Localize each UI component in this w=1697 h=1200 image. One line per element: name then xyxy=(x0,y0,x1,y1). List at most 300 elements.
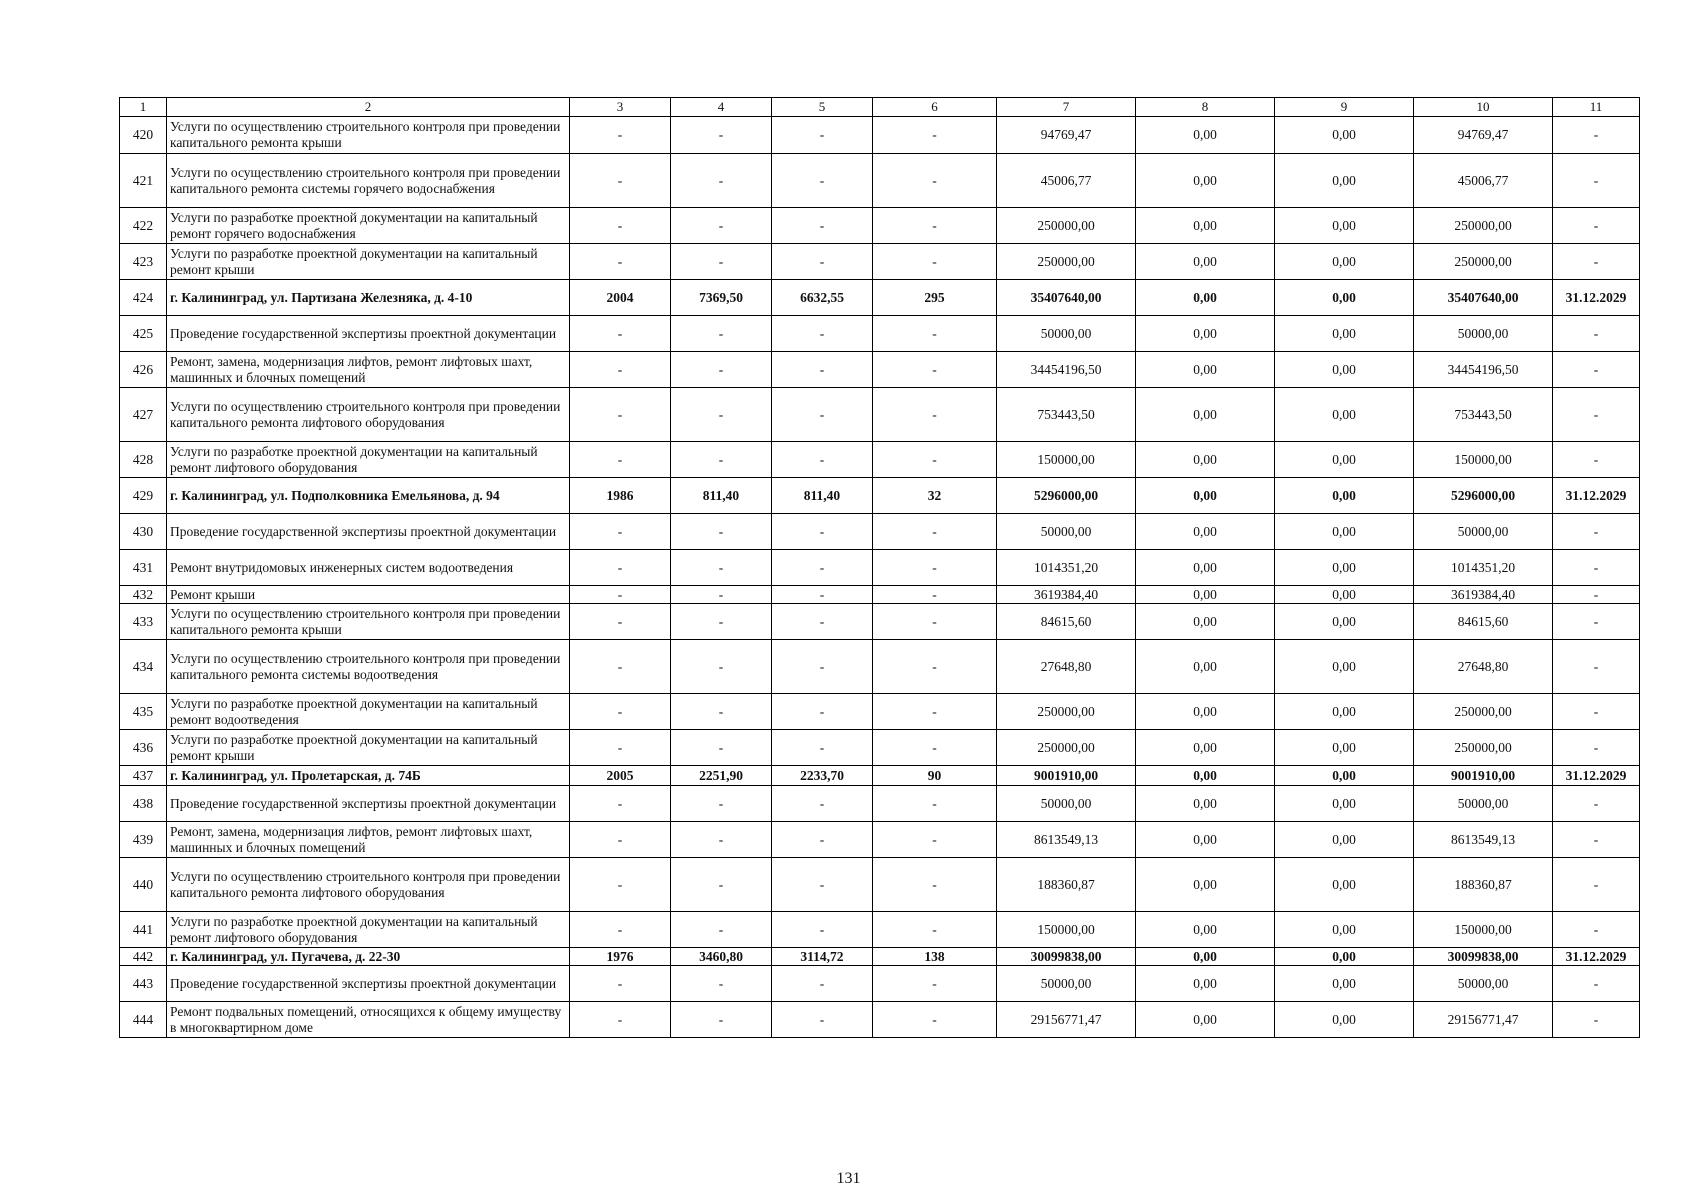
row-number: 424 xyxy=(120,280,167,316)
total-area-cell: - xyxy=(671,550,772,586)
completion-date-cell: - xyxy=(1553,586,1640,604)
other-cost-cell: 0,00 xyxy=(1275,244,1414,280)
row-description: Ремонт, замена, модернизация лифтов, ремонт лифтовых шахт, машинных и блочных помещений xyxy=(167,822,570,858)
work-item-row xyxy=(120,858,1640,912)
column-number: 10 xyxy=(1414,98,1553,117)
owner-cost-cell: 150000,00 xyxy=(1414,442,1553,478)
completion-date-cell: - xyxy=(1553,316,1640,352)
other-cost-cell: 0,00 xyxy=(1275,694,1414,730)
fund-cost-cell: 0,00 xyxy=(1136,280,1275,316)
year-built-cell: - xyxy=(570,786,671,822)
total-area-cell: - xyxy=(671,822,772,858)
completion-date-cell: - xyxy=(1553,1002,1640,1038)
owner-cost-cell: 50000,00 xyxy=(1414,966,1553,1002)
living-area-cell: - xyxy=(772,586,873,604)
year-built-cell: - xyxy=(570,117,671,154)
total-area-cell: - xyxy=(671,640,772,694)
work-item-row xyxy=(120,586,1640,604)
living-area-cell: 2233,70 xyxy=(772,766,873,786)
residents-cell: - xyxy=(873,730,997,766)
total-cost-cell: 50000,00 xyxy=(997,966,1136,1002)
other-cost-cell: 0,00 xyxy=(1275,478,1414,514)
row-number: 444 xyxy=(120,1002,167,1038)
fund-cost-cell: 0,00 xyxy=(1136,948,1275,966)
year-built-cell: - xyxy=(570,730,671,766)
fund-cost-cell: 0,00 xyxy=(1136,550,1275,586)
owner-cost-cell: 150000,00 xyxy=(1414,912,1553,948)
row-description: Услуги по осуществлению строительного контроля при проведении капитального ремонта системы водоотведения xyxy=(167,640,570,694)
living-area-cell: - xyxy=(772,1002,873,1038)
residents-cell: - xyxy=(873,514,997,550)
completion-date-cell: - xyxy=(1553,352,1640,388)
owner-cost-cell: 250000,00 xyxy=(1414,208,1553,244)
living-area-cell: - xyxy=(772,966,873,1002)
work-item-row xyxy=(120,208,1640,244)
completion-date-cell: - xyxy=(1553,730,1640,766)
owner-cost-cell: 188360,87 xyxy=(1414,858,1553,912)
row-number: 436 xyxy=(120,730,167,766)
living-area-cell: - xyxy=(772,316,873,352)
total-area-cell: 3460,80 xyxy=(671,948,772,966)
other-cost-cell: 0,00 xyxy=(1275,1002,1414,1038)
total-cost-cell: 30099838,00 xyxy=(997,948,1136,966)
row-number: 429 xyxy=(120,478,167,514)
column-number: 7 xyxy=(997,98,1136,117)
owner-cost-cell: 84615,60 xyxy=(1414,604,1553,640)
total-area-cell: 811,40 xyxy=(671,478,772,514)
total-area-cell: - xyxy=(671,208,772,244)
total-area-cell: - xyxy=(671,352,772,388)
year-built-cell: - xyxy=(570,858,671,912)
row-description: Проведение государственной экспертизы проектной документации xyxy=(167,786,570,822)
total-cost-cell: 3619384,40 xyxy=(997,586,1136,604)
living-area-cell: - xyxy=(772,858,873,912)
residents-cell: - xyxy=(873,586,997,604)
row-description: г. Калининград, ул. Подполковника Емельянова, д. 94 xyxy=(167,478,570,514)
year-built-cell: - xyxy=(570,244,671,280)
completion-date-cell: 31.12.2029 xyxy=(1553,948,1640,966)
total-area-cell: 7369,50 xyxy=(671,280,772,316)
other-cost-cell: 0,00 xyxy=(1275,640,1414,694)
residents-cell: - xyxy=(873,316,997,352)
living-area-cell: - xyxy=(772,388,873,442)
fund-cost-cell: 0,00 xyxy=(1136,766,1275,786)
total-area-cell: - xyxy=(671,514,772,550)
row-number: 421 xyxy=(120,154,167,208)
total-area-cell: - xyxy=(671,730,772,766)
row-number: 423 xyxy=(120,244,167,280)
total-cost-cell: 50000,00 xyxy=(997,316,1136,352)
fund-cost-cell: 0,00 xyxy=(1136,352,1275,388)
work-item-row xyxy=(120,550,1640,586)
work-item-row xyxy=(120,117,1640,154)
living-area-cell: - xyxy=(772,604,873,640)
work-item-row xyxy=(120,388,1640,442)
total-area-cell: 2251,90 xyxy=(671,766,772,786)
living-area-cell: - xyxy=(772,352,873,388)
row-number: 427 xyxy=(120,388,167,442)
residents-cell: - xyxy=(873,786,997,822)
completion-date-cell: - xyxy=(1553,117,1640,154)
residents-cell: - xyxy=(873,388,997,442)
fund-cost-cell: 0,00 xyxy=(1136,912,1275,948)
column-number: 11 xyxy=(1553,98,1640,117)
work-item-row xyxy=(120,154,1640,208)
fund-cost-cell: 0,00 xyxy=(1136,694,1275,730)
row-number: 426 xyxy=(120,352,167,388)
owner-cost-cell: 50000,00 xyxy=(1414,316,1553,352)
completion-date-cell: - xyxy=(1553,442,1640,478)
fund-cost-cell: 0,00 xyxy=(1136,858,1275,912)
completion-date-cell: 31.12.2029 xyxy=(1553,478,1640,514)
total-cost-cell: 9001910,00 xyxy=(997,766,1136,786)
total-cost-cell: 5296000,00 xyxy=(997,478,1136,514)
year-built-cell: 2004 xyxy=(570,280,671,316)
residents-cell: 90 xyxy=(873,766,997,786)
work-item-row xyxy=(120,640,1640,694)
column-number: 5 xyxy=(772,98,873,117)
living-area-cell: - xyxy=(772,154,873,208)
work-item-row xyxy=(120,822,1640,858)
residents-cell: - xyxy=(873,352,997,388)
row-description: Проведение государственной экспертизы проектной документации xyxy=(167,316,570,352)
owner-cost-cell: 9001910,00 xyxy=(1414,766,1553,786)
other-cost-cell: 0,00 xyxy=(1275,117,1414,154)
completion-date-cell: - xyxy=(1553,208,1640,244)
row-description: Проведение государственной экспертизы проектной документации xyxy=(167,966,570,1002)
other-cost-cell: 0,00 xyxy=(1275,586,1414,604)
address-row xyxy=(120,948,1640,966)
year-built-cell: - xyxy=(570,388,671,442)
work-item-row xyxy=(120,352,1640,388)
residents-cell: - xyxy=(873,550,997,586)
total-area-cell: - xyxy=(671,117,772,154)
row-description: Проведение государственной экспертизы проектной документации xyxy=(167,514,570,550)
other-cost-cell: 0,00 xyxy=(1275,154,1414,208)
table-body xyxy=(120,98,1640,1038)
living-area-cell: - xyxy=(772,208,873,244)
living-area-cell: - xyxy=(772,550,873,586)
fund-cost-cell: 0,00 xyxy=(1136,586,1275,604)
row-description: Услуги по разработке проектной документации на капитальный ремонт лифтового оборудования xyxy=(167,912,570,948)
total-cost-cell: 35407640,00 xyxy=(997,280,1136,316)
year-built-cell: - xyxy=(570,352,671,388)
total-cost-cell: 27648,80 xyxy=(997,640,1136,694)
fund-cost-cell: 0,00 xyxy=(1136,514,1275,550)
owner-cost-cell: 35407640,00 xyxy=(1414,280,1553,316)
fund-cost-cell: 0,00 xyxy=(1136,388,1275,442)
row-number: 437 xyxy=(120,766,167,786)
work-item-row xyxy=(120,514,1640,550)
completion-date-cell: - xyxy=(1553,858,1640,912)
completion-date-cell: - xyxy=(1553,694,1640,730)
work-item-row xyxy=(120,694,1640,730)
column-number-row xyxy=(120,98,1640,117)
owner-cost-cell: 5296000,00 xyxy=(1414,478,1553,514)
total-area-cell: - xyxy=(671,1002,772,1038)
row-number: 431 xyxy=(120,550,167,586)
living-area-cell: - xyxy=(772,640,873,694)
row-description: Услуги по разработке проектной документации на капитальный ремонт крыши xyxy=(167,244,570,280)
total-area-cell: - xyxy=(671,316,772,352)
fund-cost-cell: 0,00 xyxy=(1136,604,1275,640)
row-description: Услуги по осуществлению строительного контроля при проведении капитального ремонта лифтового оборудования xyxy=(167,388,570,442)
row-description: Ремонт, замена, модернизация лифтов, ремонт лифтовых шахт, машинных и блочных помещений xyxy=(167,352,570,388)
living-area-cell: 3114,72 xyxy=(772,948,873,966)
row-number: 434 xyxy=(120,640,167,694)
completion-date-cell: - xyxy=(1553,244,1640,280)
column-number: 8 xyxy=(1136,98,1275,117)
row-description: г. Калининград, ул. Пролетарская, д. 74Б xyxy=(167,766,570,786)
work-item-row xyxy=(120,316,1640,352)
row-number: 432 xyxy=(120,586,167,604)
other-cost-cell: 0,00 xyxy=(1275,912,1414,948)
other-cost-cell: 0,00 xyxy=(1275,442,1414,478)
work-item-row xyxy=(120,912,1640,948)
owner-cost-cell: 29156771,47 xyxy=(1414,1002,1553,1038)
fund-cost-cell: 0,00 xyxy=(1136,730,1275,766)
completion-date-cell: - xyxy=(1553,786,1640,822)
total-area-cell: - xyxy=(671,966,772,1002)
total-cost-cell: 250000,00 xyxy=(997,244,1136,280)
total-area-cell: - xyxy=(671,604,772,640)
column-number: 3 xyxy=(570,98,671,117)
owner-cost-cell: 1014351,20 xyxy=(1414,550,1553,586)
year-built-cell: 1986 xyxy=(570,478,671,514)
owner-cost-cell: 30099838,00 xyxy=(1414,948,1553,966)
total-area-cell: - xyxy=(671,586,772,604)
year-built-cell: - xyxy=(570,966,671,1002)
residents-cell: 295 xyxy=(873,280,997,316)
row-description: г. Калининград, ул. Пугачева, д. 22-30 xyxy=(167,948,570,966)
total-cost-cell: 1014351,20 xyxy=(997,550,1136,586)
residents-cell: - xyxy=(873,822,997,858)
completion-date-cell: - xyxy=(1553,550,1640,586)
row-description: Ремонт крыши xyxy=(167,586,570,604)
other-cost-cell: 0,00 xyxy=(1275,730,1414,766)
work-item-row xyxy=(120,966,1640,1002)
total-cost-cell: 250000,00 xyxy=(997,208,1136,244)
other-cost-cell: 0,00 xyxy=(1275,948,1414,966)
total-area-cell: - xyxy=(671,694,772,730)
total-area-cell: - xyxy=(671,912,772,948)
completion-date-cell: - xyxy=(1553,388,1640,442)
fund-cost-cell: 0,00 xyxy=(1136,442,1275,478)
residents-cell: - xyxy=(873,244,997,280)
work-item-row xyxy=(120,786,1640,822)
year-built-cell: - xyxy=(570,912,671,948)
row-description: Услуги по разработке проектной документации на капитальный ремонт крыши xyxy=(167,730,570,766)
row-number: 439 xyxy=(120,822,167,858)
row-description: Услуги по разработке проектной документации на капитальный ремонт водоотведения xyxy=(167,694,570,730)
residents-cell: - xyxy=(873,208,997,244)
other-cost-cell: 0,00 xyxy=(1275,280,1414,316)
address-row xyxy=(120,766,1640,786)
residents-cell: - xyxy=(873,154,997,208)
year-built-cell: - xyxy=(570,640,671,694)
living-area-cell: - xyxy=(772,244,873,280)
completion-date-cell: - xyxy=(1553,514,1640,550)
completion-date-cell: 31.12.2029 xyxy=(1553,280,1640,316)
work-item-row xyxy=(120,604,1640,640)
other-cost-cell: 0,00 xyxy=(1275,514,1414,550)
total-area-cell: - xyxy=(671,858,772,912)
residents-cell: - xyxy=(873,694,997,730)
other-cost-cell: 0,00 xyxy=(1275,766,1414,786)
year-built-cell: - xyxy=(570,604,671,640)
row-description: Услуги по осуществлению строительного контроля при проведении капитального ремонта лифтового оборудования xyxy=(167,858,570,912)
year-built-cell: - xyxy=(570,316,671,352)
total-cost-cell: 29156771,47 xyxy=(997,1002,1136,1038)
row-number: 435 xyxy=(120,694,167,730)
fund-cost-cell: 0,00 xyxy=(1136,316,1275,352)
living-area-cell: - xyxy=(772,442,873,478)
residents-cell: 138 xyxy=(873,948,997,966)
living-area-cell: - xyxy=(772,730,873,766)
fund-cost-cell: 0,00 xyxy=(1136,478,1275,514)
total-cost-cell: 50000,00 xyxy=(997,786,1136,822)
year-built-cell: 2005 xyxy=(570,766,671,786)
total-cost-cell: 150000,00 xyxy=(997,442,1136,478)
row-number: 440 xyxy=(120,858,167,912)
completion-date-cell: - xyxy=(1553,966,1640,1002)
total-cost-cell: 188360,87 xyxy=(997,858,1136,912)
other-cost-cell: 0,00 xyxy=(1275,786,1414,822)
row-number: 438 xyxy=(120,786,167,822)
fund-cost-cell: 0,00 xyxy=(1136,966,1275,1002)
owner-cost-cell: 250000,00 xyxy=(1414,694,1553,730)
other-cost-cell: 0,00 xyxy=(1275,316,1414,352)
repair-plan-table xyxy=(119,97,1640,1038)
row-number: 420 xyxy=(120,117,167,154)
total-cost-cell: 150000,00 xyxy=(997,912,1136,948)
total-cost-cell: 34454196,50 xyxy=(997,352,1136,388)
column-number: 6 xyxy=(873,98,997,117)
fund-cost-cell: 0,00 xyxy=(1136,208,1275,244)
owner-cost-cell: 34454196,50 xyxy=(1414,352,1553,388)
work-item-row xyxy=(120,1002,1640,1038)
total-area-cell: - xyxy=(671,244,772,280)
living-area-cell: 6632,55 xyxy=(772,280,873,316)
owner-cost-cell: 8613549,13 xyxy=(1414,822,1553,858)
completion-date-cell: - xyxy=(1553,604,1640,640)
work-item-row xyxy=(120,730,1640,766)
living-area-cell: - xyxy=(772,822,873,858)
residents-cell: - xyxy=(873,117,997,154)
total-cost-cell: 94769,47 xyxy=(997,117,1136,154)
row-description: Услуги по разработке проектной документации на капитальный ремонт горячего водоснабжения xyxy=(167,208,570,244)
year-built-cell: - xyxy=(570,154,671,208)
row-description: Ремонт подвальных помещений, относящихся к общему имуществу в многоквартирном доме xyxy=(167,1002,570,1038)
fund-cost-cell: 0,00 xyxy=(1136,244,1275,280)
owner-cost-cell: 753443,50 xyxy=(1414,388,1553,442)
total-cost-cell: 250000,00 xyxy=(997,730,1136,766)
owner-cost-cell: 50000,00 xyxy=(1414,514,1553,550)
row-number: 430 xyxy=(120,514,167,550)
residents-cell: - xyxy=(873,1002,997,1038)
year-built-cell: - xyxy=(570,694,671,730)
year-built-cell: - xyxy=(570,442,671,478)
owner-cost-cell: 45006,77 xyxy=(1414,154,1553,208)
residents-cell: - xyxy=(873,912,997,948)
column-number: 1 xyxy=(120,98,167,117)
owner-cost-cell: 3619384,40 xyxy=(1414,586,1553,604)
other-cost-cell: 0,00 xyxy=(1275,822,1414,858)
row-description: Услуги по осуществлению строительного контроля при проведении капитального ремонта крыши xyxy=(167,117,570,154)
residents-cell: - xyxy=(873,966,997,1002)
row-description: Ремонт внутридомовых инженерных систем водоотведения xyxy=(167,550,570,586)
other-cost-cell: 0,00 xyxy=(1275,352,1414,388)
fund-cost-cell: 0,00 xyxy=(1136,117,1275,154)
column-number: 9 xyxy=(1275,98,1414,117)
owner-cost-cell: 250000,00 xyxy=(1414,244,1553,280)
total-cost-cell: 84615,60 xyxy=(997,604,1136,640)
year-built-cell: - xyxy=(570,514,671,550)
total-cost-cell: 45006,77 xyxy=(997,154,1136,208)
completion-date-cell: - xyxy=(1553,822,1640,858)
residents-cell: - xyxy=(873,442,997,478)
year-built-cell: - xyxy=(570,1002,671,1038)
row-number: 422 xyxy=(120,208,167,244)
column-number: 4 xyxy=(671,98,772,117)
residents-cell: 32 xyxy=(873,478,997,514)
row-description: Услуги по разработке проектной документации на капитальный ремонт лифтового оборудования xyxy=(167,442,570,478)
address-row xyxy=(120,478,1640,514)
fund-cost-cell: 0,00 xyxy=(1136,154,1275,208)
fund-cost-cell: 0,00 xyxy=(1136,1002,1275,1038)
total-cost-cell: 8613549,13 xyxy=(997,822,1136,858)
owner-cost-cell: 27648,80 xyxy=(1414,640,1553,694)
year-built-cell: - xyxy=(570,550,671,586)
living-area-cell: 811,40 xyxy=(772,478,873,514)
other-cost-cell: 0,00 xyxy=(1275,388,1414,442)
work-item-row xyxy=(120,244,1640,280)
living-area-cell: - xyxy=(772,786,873,822)
total-area-cell: - xyxy=(671,388,772,442)
living-area-cell: - xyxy=(772,117,873,154)
row-description: Услуги по осуществлению строительного контроля при проведении капитального ремонта крыши xyxy=(167,604,570,640)
total-cost-cell: 250000,00 xyxy=(997,694,1136,730)
owner-cost-cell: 94769,47 xyxy=(1414,117,1553,154)
residents-cell: - xyxy=(873,640,997,694)
other-cost-cell: 0,00 xyxy=(1275,966,1414,1002)
row-description: г. Калининград, ул. Партизана Железняка, д. 4-10 xyxy=(167,280,570,316)
column-number: 2 xyxy=(167,98,570,117)
other-cost-cell: 0,00 xyxy=(1275,208,1414,244)
total-area-cell: - xyxy=(671,786,772,822)
other-cost-cell: 0,00 xyxy=(1275,550,1414,586)
row-description: Услуги по осуществлению строительного контроля при проведении капитального ремонта системы горячего водоснабжения xyxy=(167,154,570,208)
living-area-cell: - xyxy=(772,912,873,948)
other-cost-cell: 0,00 xyxy=(1275,858,1414,912)
living-area-cell: - xyxy=(772,514,873,550)
completion-date-cell: - xyxy=(1553,154,1640,208)
completion-date-cell: - xyxy=(1553,912,1640,948)
fund-cost-cell: 0,00 xyxy=(1136,640,1275,694)
owner-cost-cell: 50000,00 xyxy=(1414,786,1553,822)
owner-cost-cell: 250000,00 xyxy=(1414,730,1553,766)
row-number: 433 xyxy=(120,604,167,640)
row-number: 442 xyxy=(120,948,167,966)
year-built-cell: - xyxy=(570,208,671,244)
work-item-row xyxy=(120,442,1640,478)
completion-date-cell: - xyxy=(1553,640,1640,694)
page-number: 131 xyxy=(836,1170,861,1187)
address-row xyxy=(120,280,1640,316)
residents-cell: - xyxy=(873,858,997,912)
living-area-cell: - xyxy=(772,694,873,730)
total-area-cell: - xyxy=(671,442,772,478)
